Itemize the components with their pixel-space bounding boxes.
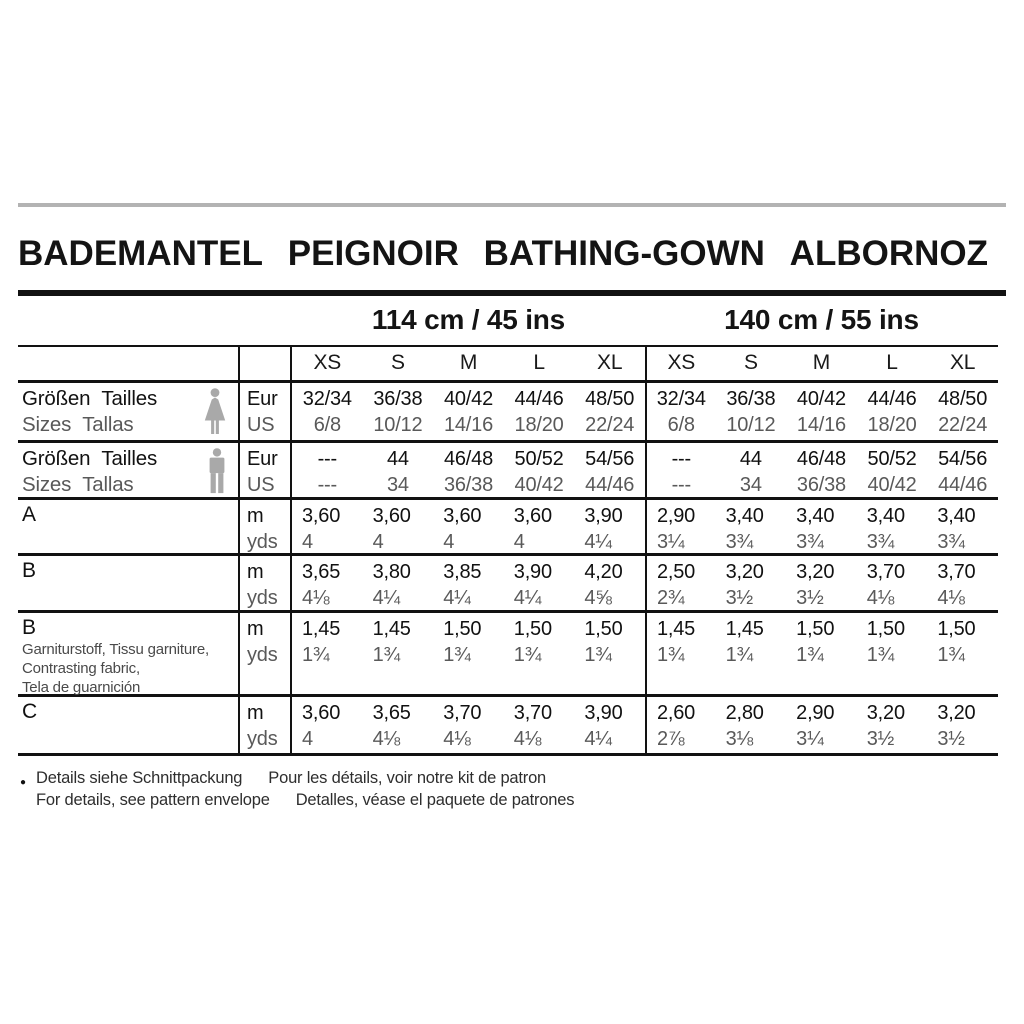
size-cell: 48/50 22/24 — [585, 388, 635, 436]
unit-m: m — [247, 618, 264, 640]
size-col-header: L — [886, 351, 898, 374]
yardage-cell: 4,20 4⅝ — [584, 561, 623, 609]
yardage-cell: 1,50 1¾ — [796, 618, 835, 666]
sizes-label-line1: Größen Tailles — [22, 387, 157, 410]
yardage-cell: 1,50 1¾ — [866, 618, 905, 666]
size-cell: 48/50 22/24 — [938, 388, 988, 436]
yardage-cell: 3,70 4⅛ — [443, 702, 482, 750]
note-es: Detalles, véase el paquete de patrones — [295, 791, 575, 809]
top-gray-rule — [18, 203, 1006, 207]
unit-m: m — [247, 561, 264, 583]
contrast-label-es: Tela de guarnición — [22, 679, 141, 696]
view-label: A — [22, 503, 36, 526]
title-word-de: BADEMANTEL — [18, 234, 263, 273]
yardage-cell: 3,20 3½ — [937, 702, 976, 750]
contrast-label-de-fr: Garniturstoff, Tissu garniture, — [22, 641, 209, 658]
yardage-cell: 3,60 4 — [302, 702, 341, 750]
man-icon — [206, 448, 228, 494]
size-col-header: L — [533, 351, 545, 374]
view-label: C — [22, 700, 37, 723]
size-cell: 40/42 14/16 — [796, 388, 846, 436]
yardage-cell: 2,50 2¾ — [645, 556, 716, 610]
size-cell: 54/56 44/46 — [585, 448, 635, 496]
yardage-cell: 1,50 1¾ — [513, 618, 552, 666]
yardage-cell: 3,60 4 — [302, 505, 341, 553]
yardage-cell: 1,45 1¾ — [302, 618, 341, 666]
unit-m: m — [247, 505, 264, 527]
size-col-header: XS — [645, 347, 716, 380]
yardage-cell: 3,40 3¾ — [725, 505, 764, 553]
table-row-sizes-women — [18, 380, 998, 440]
unit-us: US — [247, 474, 275, 496]
size-col-header: XL — [597, 351, 623, 374]
size-cell: 46/48 36/38 — [796, 448, 846, 496]
unit-eur: Eur — [247, 448, 278, 470]
note-fr: Pour les détails, voir notre kit de patron — [268, 769, 547, 787]
table-row-view-c — [18, 694, 998, 753]
size-cell: 46/48 36/38 — [443, 448, 494, 496]
yardage-cell: 3,40 3¾ — [937, 505, 976, 553]
fabric-width-header-114: 114 cm / 45 ins — [371, 304, 566, 335]
yardage-cell: 1,50 1¾ — [584, 618, 623, 666]
view-label: B — [22, 616, 36, 639]
table-row-view-b — [18, 553, 998, 610]
table-row-view-b-contrast — [18, 610, 998, 694]
sizes-label-line2: Sizes Tallas — [22, 473, 134, 496]
woman-icon — [202, 388, 228, 435]
size-cell: 44/46 18/20 — [514, 388, 564, 436]
size-cell: 44/46 18/20 — [867, 388, 917, 436]
yardage-cell: 3,40 3¾ — [866, 505, 905, 553]
size-col-header: M — [459, 351, 478, 374]
table-row-sizes-men — [18, 440, 998, 497]
size-cell: --- --- — [645, 443, 716, 497]
size-col-header: S — [743, 351, 758, 374]
table-row-view-a — [18, 497, 998, 553]
size-cell: 50/52 40/42 — [514, 448, 564, 496]
yardage-cell: 3,65 4⅛ — [372, 702, 411, 750]
details-note — [20, 767, 574, 811]
yardage-cell: 3,60 4 — [372, 505, 411, 553]
unit-yds: yds — [247, 531, 278, 553]
unit-eur: Eur — [247, 388, 278, 410]
size-col-header: S — [390, 351, 405, 374]
size-cell: 32/34 6/8 — [645, 383, 716, 440]
title-underline-rule — [18, 290, 1006, 296]
size-cell: 36/38 10/12 — [726, 388, 776, 436]
bullet-icon: ● — [20, 777, 26, 788]
size-header-row — [18, 345, 998, 380]
size-cell: 50/52 40/42 — [867, 448, 917, 496]
size-cell: 54/56 44/46 — [938, 448, 988, 496]
yardage-cell: 3,70 4⅛ — [866, 561, 905, 609]
note-en: For details, see pattern envelope — [36, 791, 270, 809]
size-cell: 36/38 10/12 — [373, 388, 423, 436]
sizes-label-line2: Sizes Tallas — [22, 413, 134, 436]
yardage-cell: 3,20 3½ — [796, 561, 835, 609]
yardage-cell: 2,90 3¼ — [645, 500, 716, 553]
unit-yds: yds — [247, 644, 278, 666]
yardage-cell: 2,90 3¼ — [796, 702, 835, 750]
unit-m: m — [247, 702, 264, 724]
size-col-header: XL — [949, 351, 976, 374]
size-cell: 44 34 — [386, 448, 409, 496]
size-col-header: M — [812, 351, 831, 374]
yardage-cell: 3,90 4¼ — [584, 505, 623, 553]
title-word-fr: PEIGNOIR — [287, 234, 459, 273]
yardage-cell: 2,80 3⅛ — [725, 702, 764, 750]
yardage-cell: 1,45 1¾ — [725, 618, 764, 666]
yardage-cell: 3,20 3½ — [725, 561, 764, 609]
yardage-cell: 3,40 3¾ — [796, 505, 835, 553]
yardage-cell: 3,90 4¼ — [584, 702, 623, 750]
pattern-title — [18, 234, 988, 274]
yardage-cell: 3,60 4 — [443, 505, 482, 553]
title-word-en: BATHING-GOWN — [483, 234, 765, 273]
yardage-cell: 3,70 4⅛ — [513, 702, 552, 750]
size-col-header: XS — [313, 351, 342, 374]
yardage-cell: 3,85 4¼ — [443, 561, 482, 609]
size-cell: 40/42 14/16 — [443, 388, 494, 436]
unit-us: US — [247, 414, 275, 436]
yardage-cell: 3,65 4⅛ — [302, 561, 341, 609]
sizes-label-line1: Größen Tailles — [22, 447, 157, 470]
yardage-cell: 3,70 4⅛ — [937, 561, 976, 609]
yardage-cell: 3,20 3½ — [866, 702, 905, 750]
fabric-width-header-140: 140 cm / 55 ins — [724, 304, 919, 335]
yardage-table — [18, 345, 998, 756]
yardage-cell: 3,80 4¼ — [372, 561, 411, 609]
note-de: Details siehe Schnittpackung — [36, 769, 243, 787]
yardage-cell: 1,50 1¾ — [443, 618, 482, 666]
yardage-cell: 1,45 1¾ — [372, 618, 411, 666]
yardage-cell: 1,50 1¾ — [937, 618, 976, 666]
size-cell: 44 34 — [739, 448, 762, 496]
view-label: B — [22, 559, 36, 582]
size-cell: --- --- — [317, 448, 337, 496]
yardage-cell: 3,90 4¼ — [513, 561, 552, 609]
unit-yds: yds — [247, 587, 278, 609]
yardage-cell: 1,45 1¾ — [645, 613, 716, 694]
yardage-cell: 2,60 2⅞ — [645, 697, 716, 753]
contrast-label-en: Contrasting fabric, — [22, 660, 140, 677]
size-cell: 32/34 6/8 — [302, 388, 352, 436]
unit-yds: yds — [247, 728, 278, 750]
yardage-cell: 3,60 4 — [513, 505, 552, 553]
title-word-es: ALBORNOZ — [789, 234, 988, 273]
